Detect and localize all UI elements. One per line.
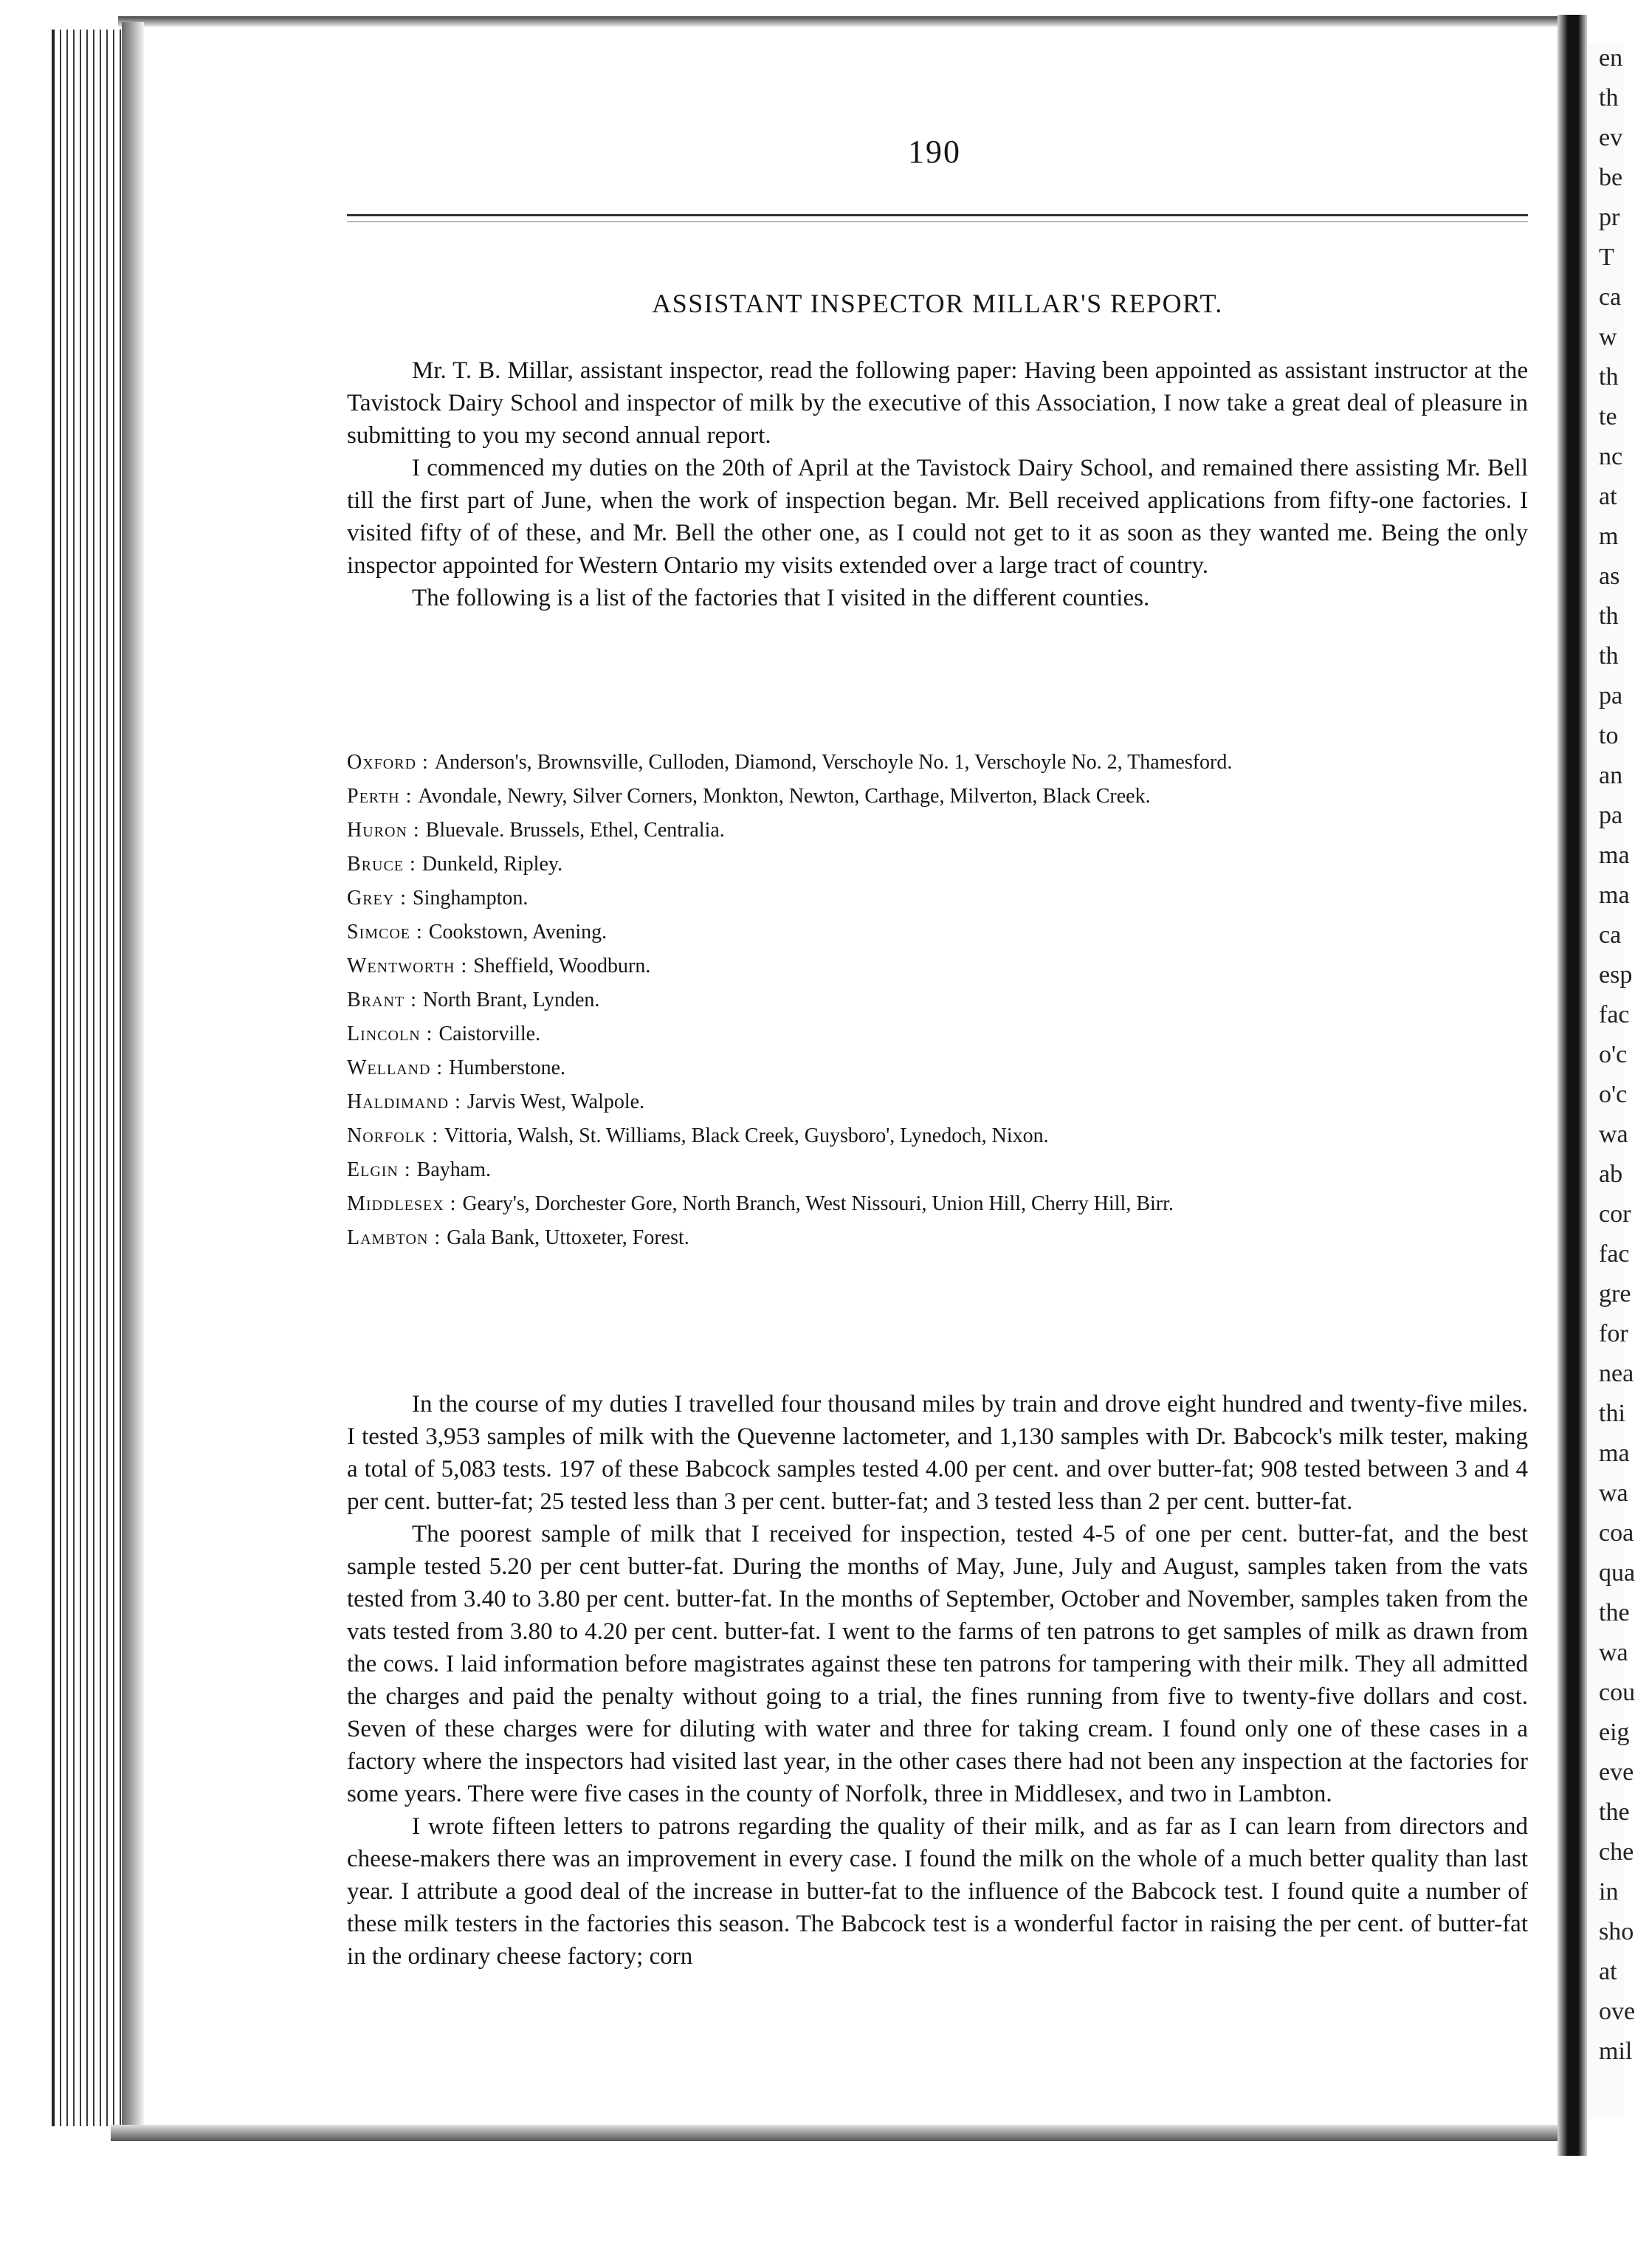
county-factories: Vittoria, Walsh, St. Williams, Black Creek, Guysboro', Lynedoch, Nixon. [444,1124,1049,1147]
facing-page-text: eig [1599,1719,1630,1746]
book-gutter [1557,15,1587,2156]
county-entry [347,949,1528,983]
facing-page-text: ove [1599,1998,1635,2025]
county-entry [347,983,1528,1017]
county-name: Grey : [347,887,413,910]
facing-page-text: gre [1599,1280,1631,1307]
page-bottom-edge [111,2125,1569,2141]
findings-section [347,1388,1528,1973]
facing-page-text: cor [1599,1200,1631,1228]
facing-page-text: T [1599,244,1614,271]
facing-page-text: for [1599,1320,1628,1347]
header-rule [347,214,1528,216]
county-factories: Bluevale. Brussels, Ethel, Centralia. [425,819,725,842]
county-factory-list [347,746,1528,1255]
county-entry [347,1153,1528,1187]
county-factories: Anderson's, Brownsville, Culloden, Diamond, Verschoyle No. 1, Verschoyle No. 2, Thamesford. [434,751,1233,774]
facing-page-text: sho [1599,1918,1634,1945]
paragraph: I wrote fifteen letters to patrons regarding the quality of their milk, and as far as I can learn from directors and cheese-makers there was an improvement in every case. I found the milk on the whole of a much better quality than last year. I attribute a good deal of the increase in butter-fat to the influence of the Babcock test. I found quite a number of these milk testers in the factories this season. The Babcock test is a wonderful factor in raising the per cent. of butter-fat in the ordinary cheese factory; corn [347,1813,1528,1970]
header-rule-thin [347,221,1528,222]
page-number: 190 [908,134,961,170]
paragraph: Mr. T. B. Millar, assistant inspector, read the following paper: Having been appointed as assistant instructor at the Tavistock Dairy School and inspector of milk by the executive of this Association, I now take a great deal of pleasure in submitting to you my second annual report. [347,357,1528,449]
facing-page-text: be [1599,164,1623,191]
county-name: Elgin : [347,1158,417,1181]
facing-page-text: ma [1599,882,1630,909]
county-name: Norfolk : [347,1124,444,1147]
county-entry [347,1119,1528,1153]
facing-page-text: ev [1599,124,1623,151]
facing-page-text: th [1599,84,1619,111]
facing-page-fragment [1587,44,1635,2119]
facing-page-text: the [1599,1798,1630,1826]
facing-page-text: pa [1599,802,1623,829]
county-entry [347,915,1528,949]
page-top-edge [118,16,1565,27]
facing-page-text: the [1599,1599,1630,1626]
facing-page-text: pa [1599,682,1623,709]
facing-page-text: an [1599,762,1623,789]
county-factories: Sheffield, Woodburn. [473,955,651,977]
county-entry [347,1221,1528,1255]
facing-page-text: wa [1599,1121,1628,1148]
paragraph: I commenced my duties on the 20th of April at the Tavistock Dairy School, and remained there assisting Mr. Bell till the first part of June, when the work of inspection began. Mr. Bell received applications from fifty-one factories. I visited fifty of of these, and Mr. Bell the other one, as I could not get to it as soon as they wanted me. Being the only inspector appointed for Western Ontario my visits extended over a large tract of country. [347,455,1528,579]
county-entry [347,848,1528,882]
facing-page-text: o'c [1599,1081,1628,1108]
page-edge-shadow [122,22,144,2134]
county-name: Middlesex : [347,1192,462,1215]
county-name: Lincoln : [347,1023,438,1045]
county-entry [347,746,1528,780]
county-factories: Geary's, Dorchester Gore, North Branch, West Nissouri, Union Hill, Cherry Hill, Birr. [462,1192,1174,1215]
facing-page-text: at [1599,1958,1617,1985]
county-name: Brant : [347,989,423,1011]
county-factories: North Brant, Lynden. [422,989,600,1011]
county-factories: Humberstone. [449,1056,566,1079]
facing-page-text: th [1599,642,1619,670]
county-entry [347,882,1528,915]
county-factories: Singhampton. [413,887,529,910]
county-entry [347,1085,1528,1119]
county-name: Simcoe : [347,921,429,944]
paragraph: The poorest sample of milk that I received for inspection, tested 4-5 of one per cent. butter-fat, and the best sample tested 5.20 per cent butter-fat. During the months of May, June, July and August, samples taken from the vats tested from 3.40 to 3.80 per cent. butter-fat. In the months of September, October and November, samples taken from the vats tested from 3.80 to 4.20 per cent. butter-fat. I went to the farms of ten patrons to get samples of milk as drawn from the cows. I laid information before magistrates against these ten patrons for tampering with their milk. They all admitted the charges and paid the penalty without going to a trial, the fines running from five to twenty-five dollars and cost. Seven of these charges were for diluting with water and three for taking cream. I found only one of these cases in a factory where the inspectors had visited last year, in the other cases there had not been any inspection at the factories for some years. There were five cases in the county of Norfolk, three in Middlesex, and two in Lambton. [347,1521,1528,1807]
county-factories: Avondale, Newry, Silver Corners, Monkton, Newton, Carthage, Milverton, Black Creek. [418,785,1151,808]
facing-page-text: o'c [1599,1041,1628,1068]
facing-page-text: thi [1599,1400,1625,1427]
county-name: Perth : [347,785,418,808]
county-entry [347,814,1528,848]
county-entry [347,780,1528,814]
facing-page-text: w [1599,323,1617,351]
facing-page-text: as [1599,563,1620,590]
county-entry [347,1051,1528,1085]
county-factories: Bayham. [416,1158,491,1181]
facing-page-text: ma [1599,1440,1630,1467]
county-name: Oxford : [347,751,435,774]
facing-page-text: th [1599,602,1619,630]
book-page-edges [52,30,125,2126]
facing-page-text: te [1599,403,1617,430]
county-factories: Dunkeld, Ripley. [421,853,563,876]
county-name: Wentworth : [347,955,473,977]
county-entry [347,1017,1528,1051]
report-title: ASSISTANT INSPECTOR MILLAR'S REPORT. [652,289,1223,318]
facing-page-text: wa [1599,1639,1628,1666]
facing-page-text: mil [1599,2038,1633,2065]
county-factories: Cookstown, Avening. [428,921,607,944]
county-name: Lambton : [347,1226,447,1249]
county-entry [347,1187,1528,1221]
county-factories: Gala Bank, Uttoxeter, Forest. [447,1226,689,1249]
facing-page-text: to [1599,722,1619,749]
facing-page-text: fac [1599,1240,1630,1268]
facing-page-text: cou [1599,1679,1635,1706]
facing-page-text: m [1599,523,1619,550]
facing-page-text: pr [1599,204,1620,231]
facing-page-text: ma [1599,842,1630,869]
facing-page-text: che [1599,1838,1634,1866]
county-factories: Caistorville. [438,1023,541,1045]
county-name: Huron : [347,819,426,842]
intro-section [347,354,1528,614]
facing-page-text: coa [1599,1519,1634,1547]
facing-page-text: qua [1599,1559,1635,1587]
facing-page-text: wa [1599,1480,1628,1507]
county-name: Haldimand : [347,1090,467,1113]
facing-page-text: th [1599,363,1619,391]
facing-page-text: at [1599,483,1617,510]
facing-page-text: ca [1599,284,1622,311]
facing-page-text: eve [1599,1759,1634,1786]
paragraph: In the course of my duties I travelled four thousand miles by train and drove eight hundred and twenty-five miles. I tested 3,953 samples of milk with the Quevenne lactometer, and 1,130 samples with Dr. Babcock's milk tester, making a total of 5,083 tests. 197 of these Babcock samples tested 4.00 per cent. and over butter-fat; 908 tested between 3 and 4 per cent. butter-fat; 25 tested less than 3 per cent. butter-fat; and 3 tested less than 2 per cent. butter-fat. [347,1391,1528,1515]
county-name: Bruce : [347,853,422,876]
facing-page-text: fac [1599,1001,1630,1028]
facing-page-text: ca [1599,921,1622,949]
facing-page-text: esp [1599,961,1633,989]
facing-page-text: en [1599,44,1623,72]
paragraph: The following is a list of the factories that I visited in the different counties. [412,585,1150,611]
county-name: Welland : [347,1056,449,1079]
facing-page-text: in [1599,1878,1619,1906]
facing-page-text: ab [1599,1161,1623,1188]
facing-page-text: nc [1599,443,1623,470]
county-factories: Jarvis West, Walpole. [467,1090,645,1113]
facing-page-text: nea [1599,1360,1634,1387]
document-page [347,133,1528,2126]
